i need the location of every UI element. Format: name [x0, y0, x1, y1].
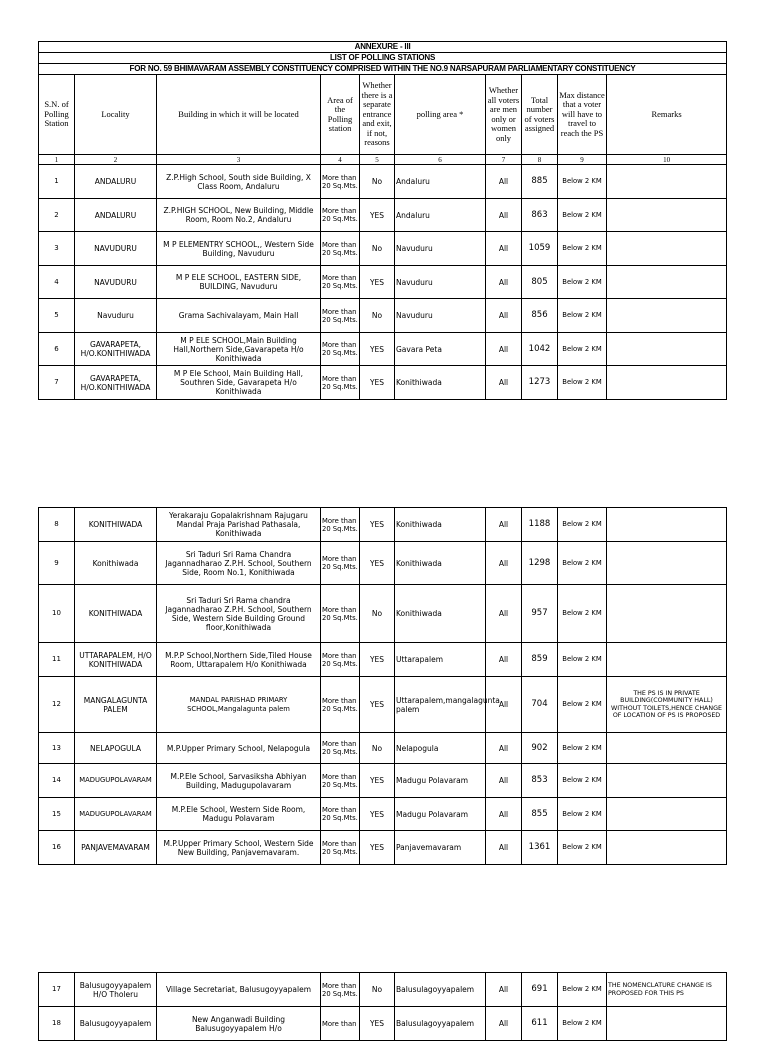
area-cell: More than 20 Sq.Mts.	[321, 542, 360, 585]
building-cell: M P ELE SCHOOL,Main Building Hall,Northern Side,Gavarapeta H/o Konithiwada	[157, 333, 321, 366]
table-row	[39, 199, 727, 232]
locality-cell: MANGALAGUNTA PALEM	[75, 677, 157, 733]
locality-cell: MADUGUPOLAVARAM	[75, 764, 157, 798]
distance-cell: Below 2 KM	[558, 266, 607, 299]
distance-cell: Below 2 KM	[558, 643, 607, 677]
total-cell: 1188	[522, 508, 558, 542]
table-row	[39, 542, 727, 585]
col-number: 3	[157, 155, 321, 165]
entrance-cell: YES	[360, 1007, 395, 1041]
voters-cell: All	[486, 1007, 522, 1041]
remarks-cell	[607, 542, 727, 585]
remarks-cell	[607, 764, 727, 798]
entrance-cell: No	[360, 165, 395, 199]
building-cell: M P ELEMENTRY SCHOOL,, Western Side Building, Navuduru	[157, 232, 321, 266]
voters-cell: All	[486, 643, 522, 677]
sn-cell: 13	[39, 733, 75, 764]
col-number: 9	[558, 155, 607, 165]
sn-cell: 5	[39, 299, 75, 333]
col-number: 6	[395, 155, 486, 165]
sn-cell: 18	[39, 1007, 75, 1041]
polling-area-cell: Gavara Peta	[395, 333, 486, 366]
remarks-cell	[607, 232, 727, 266]
table-row	[39, 508, 727, 542]
locality-cell: GAVARAPETA, H/O.KONITHIWADA	[75, 333, 157, 366]
remarks-cell	[607, 798, 727, 831]
area-cell: More than 20 Sq.Mts.	[321, 798, 360, 831]
table-row	[39, 366, 727, 400]
remarks-cell	[607, 831, 727, 865]
locality-cell: NELAPOGULA	[75, 733, 157, 764]
area-cell: More than 20 Sq.Mts.	[321, 366, 360, 400]
total-cell: 853	[522, 764, 558, 798]
entrance-cell: YES	[360, 643, 395, 677]
voters-cell: All	[486, 798, 522, 831]
table-row	[39, 643, 727, 677]
polling-area-cell: Navuduru	[395, 266, 486, 299]
building-cell: M.P.P School,Northern Side,Tiled House Room, Uttarapalem H/o Konithiwada	[157, 643, 321, 677]
entrance-cell: YES	[360, 764, 395, 798]
building-cell: Sri Taduri Sri Rama Chandra Jagannadharao Z.P.H. School, Southern Side, Room No.1, Konithiwada	[157, 542, 321, 585]
voters-cell: All	[486, 199, 522, 232]
polling-area-cell: Panjavemavaram	[395, 831, 486, 865]
voters-cell: All	[486, 508, 522, 542]
total-cell: 1059	[522, 232, 558, 266]
remarks-cell	[607, 733, 727, 764]
sn-cell: 6	[39, 333, 75, 366]
locality-cell: Konithiwada	[75, 542, 157, 585]
polling-area-cell: Balusulagoyyapalem	[395, 1007, 486, 1041]
sn-cell: 15	[39, 798, 75, 831]
area-cell: More than	[321, 1007, 360, 1041]
entrance-cell: YES	[360, 677, 395, 733]
voters-cell: All	[486, 831, 522, 865]
table-row	[39, 165, 727, 199]
remarks-cell	[607, 299, 727, 333]
total-cell: 885	[522, 165, 558, 199]
building-cell: Village Secretariat, Balusugoyyapalem	[157, 973, 321, 1007]
locality-cell: Balusugoyyapalem	[75, 1007, 157, 1041]
total-cell: 611	[522, 1007, 558, 1041]
voters-cell: All	[486, 677, 522, 733]
building-cell: Z.P.HIGH SCHOOL, New Building, Middle Room, Room No.2, Andaluru	[157, 199, 321, 232]
distance-cell: Below 2 KM	[558, 299, 607, 333]
total-cell: 704	[522, 677, 558, 733]
total-cell: 957	[522, 585, 558, 643]
polling-stations-table-3	[38, 972, 727, 1041]
polling-area-cell: Uttarapalem	[395, 643, 486, 677]
col-number: 8	[522, 155, 558, 165]
sn-cell: 2	[39, 199, 75, 232]
remarks-cell	[607, 585, 727, 643]
polling-area-cell: Navuduru	[395, 232, 486, 266]
area-cell: More than 20 Sq.Mts.	[321, 585, 360, 643]
col-header-area: Area of the Polling station	[321, 75, 360, 155]
building-cell: MANDAL PARISHAD PRIMARY SCHOOL,Mangalagunta palem	[157, 677, 321, 733]
entrance-cell: No	[360, 232, 395, 266]
locality-cell: PANJAVEMAVARAM	[75, 831, 157, 865]
area-cell: More than 20 Sq.Mts.	[321, 165, 360, 199]
polling-area-cell: Madugu Polavaram	[395, 798, 486, 831]
voters-cell: All	[486, 299, 522, 333]
col-number: 10	[607, 155, 727, 165]
table-row	[39, 733, 727, 764]
voters-cell: All	[486, 232, 522, 266]
total-cell: 1298	[522, 542, 558, 585]
table-row	[39, 232, 727, 266]
distance-cell: Below 2 KM	[558, 232, 607, 266]
locality-cell: ANDALURU	[75, 165, 157, 199]
building-cell: Z.P.High School, South side Building, X Class Room, Andaluru	[157, 165, 321, 199]
polling-area-cell: Balusulagoyyapalem	[395, 973, 486, 1007]
entrance-cell: YES	[360, 542, 395, 585]
col-number: 5	[360, 155, 395, 165]
annexure-title: ANNEXURE - III	[39, 42, 727, 53]
distance-cell: Below 2 KM	[558, 798, 607, 831]
constituency-title: FOR NO. 59 BHIMAVARAM ASSEMBLY CONSTITUENCY COMPRISED WITHIN THE NO.9 NARSAPURAM PARLIAMENTARY CONSTITUENCY	[39, 64, 727, 75]
polling-area-cell: Andaluru	[395, 199, 486, 232]
area-cell: More than 20 Sq.Mts.	[321, 266, 360, 299]
locality-cell: Navuduru	[75, 299, 157, 333]
entrance-cell: No	[360, 733, 395, 764]
total-cell: 1042	[522, 333, 558, 366]
area-cell: More than 20 Sq.Mts.	[321, 764, 360, 798]
distance-cell: Below 2 KM	[558, 1007, 607, 1041]
entrance-cell: YES	[360, 798, 395, 831]
area-cell: More than 20 Sq.Mts.	[321, 973, 360, 1007]
entrance-cell: No	[360, 585, 395, 643]
remarks-cell: THE PS IS IN PRIVATE BUILDING(COMMUNITY HALL) WITHOUT TOILETS,HENCE CHANGE OF LOCATION OF PS IS PROPOSED	[607, 677, 727, 733]
area-cell: More than 20 Sq.Mts.	[321, 232, 360, 266]
distance-cell: Below 2 KM	[558, 333, 607, 366]
building-cell: Sri Taduri Sri Rama chandra Jagannadharao Z.P.H. School, Southern Side, Western Side Building Ground floor,Konithiwada	[157, 585, 321, 643]
locality-cell: ANDALURU	[75, 199, 157, 232]
voters-cell: All	[486, 542, 522, 585]
sn-cell: 17	[39, 973, 75, 1007]
col-header-distance: Max distance that a voter will have to travel to reach the PS	[558, 75, 607, 155]
list-title: LIST OF POLLING STATIONS	[39, 53, 727, 64]
distance-cell: Below 2 KM	[558, 831, 607, 865]
building-cell: Grama Sachivalayam, Main Hall	[157, 299, 321, 333]
area-cell: More than 20 Sq.Mts.	[321, 733, 360, 764]
locality-cell: NAVUDURU	[75, 232, 157, 266]
locality-cell: GAVARAPETA, H/O.KONITHIWADA	[75, 366, 157, 400]
sn-cell: 4	[39, 266, 75, 299]
polling-area-cell: Nelapogula	[395, 733, 486, 764]
table-row	[39, 798, 727, 831]
remarks-cell	[607, 1007, 727, 1041]
locality-cell: Balusugoyyapalem H/O Tholeru	[75, 973, 157, 1007]
area-cell: More than 20 Sq.Mts.	[321, 831, 360, 865]
area-cell: More than 20 Sq.Mts.	[321, 677, 360, 733]
sn-cell: 9	[39, 542, 75, 585]
voters-cell: All	[486, 266, 522, 299]
voters-cell: All	[486, 733, 522, 764]
locality-cell: KONITHIWADA	[75, 508, 157, 542]
sn-cell: 7	[39, 366, 75, 400]
polling-area-cell: Konithiwada	[395, 366, 486, 400]
polling-area-cell: Uttarapalem,mangalagunta palem	[395, 677, 486, 733]
building-cell: M.P.Ele School, Sarvasiksha Abhiyan Building, Madugupolavaram	[157, 764, 321, 798]
remarks-cell	[607, 366, 727, 400]
total-cell: 691	[522, 973, 558, 1007]
locality-cell: NAVUDURU	[75, 266, 157, 299]
building-cell: M P Ele School, Main Building Hall, Southren Side, Gavarapeta H/o Konithiwada	[157, 366, 321, 400]
locality-cell: KONITHIWADA	[75, 585, 157, 643]
voters-cell: All	[486, 165, 522, 199]
remarks-cell	[607, 643, 727, 677]
remarks-cell	[607, 508, 727, 542]
distance-cell: Below 2 KM	[558, 366, 607, 400]
sn-cell: 1	[39, 165, 75, 199]
col-header-entrance: Whether there is a separate entrance and exit, if not, reasons	[360, 75, 395, 155]
area-cell: More than 20 Sq.Mts.	[321, 333, 360, 366]
area-cell: More than 20 Sq.Mts.	[321, 299, 360, 333]
table-row	[39, 677, 727, 733]
total-cell: 855	[522, 798, 558, 831]
table-row	[39, 1007, 727, 1041]
col-number: 2	[75, 155, 157, 165]
distance-cell: Below 2 KM	[558, 199, 607, 232]
sn-cell: 10	[39, 585, 75, 643]
remarks-cell	[607, 266, 727, 299]
polling-area-cell: Andaluru	[395, 165, 486, 199]
distance-cell: Below 2 KM	[558, 508, 607, 542]
voters-cell: All	[486, 973, 522, 1007]
polling-area-cell: Madugu Polavaram	[395, 764, 486, 798]
total-cell: 859	[522, 643, 558, 677]
col-header-building: Building in which it will be located	[157, 75, 321, 155]
building-cell: M.P.Upper Primary School, Western Side New Building, Panjavemavaram.	[157, 831, 321, 865]
voters-cell: All	[486, 333, 522, 366]
col-header-voters: Whether all voters are men only or women only	[486, 75, 522, 155]
col-header-polling-area: polling area *	[395, 75, 486, 155]
sn-cell: 3	[39, 232, 75, 266]
entrance-cell: YES	[360, 831, 395, 865]
polling-area-cell: Konithiwada	[395, 585, 486, 643]
polling-area-cell: Navuduru	[395, 299, 486, 333]
col-header-total: Total number of voters assigned	[522, 75, 558, 155]
total-cell: 1273	[522, 366, 558, 400]
building-cell: M P ELE SCHOOL, EASTERN SIDE, BUILDING, Navuduru	[157, 266, 321, 299]
voters-cell: All	[486, 585, 522, 643]
building-cell: M.P.Ele School, Western Side Room, Madugu Polavaram	[157, 798, 321, 831]
sn-cell: 12	[39, 677, 75, 733]
table-row	[39, 266, 727, 299]
distance-cell: Below 2 KM	[558, 165, 607, 199]
area-cell: More than 20 Sq.Mts.	[321, 508, 360, 542]
col-header-sn: S.N. of Polling Station	[39, 75, 75, 155]
table-row	[39, 585, 727, 643]
distance-cell: Below 2 KM	[558, 733, 607, 764]
entrance-cell: YES	[360, 199, 395, 232]
col-number: 7	[486, 155, 522, 165]
area-cell: More than 20 Sq.Mts.	[321, 643, 360, 677]
table-row	[39, 831, 727, 865]
table-row	[39, 764, 727, 798]
sn-cell: 8	[39, 508, 75, 542]
locality-cell: UTTARAPALEM, H/O KONITHIWADA	[75, 643, 157, 677]
polling-area-cell: Konithiwada	[395, 542, 486, 585]
distance-cell: Below 2 KM	[558, 764, 607, 798]
table-row	[39, 299, 727, 333]
col-number: 4	[321, 155, 360, 165]
col-header-remarks: Remarks	[607, 75, 727, 155]
entrance-cell: YES	[360, 333, 395, 366]
entrance-cell: YES	[360, 266, 395, 299]
table-row	[39, 333, 727, 366]
total-cell: 863	[522, 199, 558, 232]
sn-cell: 14	[39, 764, 75, 798]
remarks-cell: THE NOMENCLATURE CHANGE IS PROPOSED FOR THIS PS	[607, 973, 727, 1007]
total-cell: 856	[522, 299, 558, 333]
distance-cell: Below 2 KM	[558, 973, 607, 1007]
entrance-cell: No	[360, 299, 395, 333]
entrance-cell: No	[360, 973, 395, 1007]
remarks-cell	[607, 199, 727, 232]
building-cell: New Anganwadi Building Balusugoyyapalem H/o	[157, 1007, 321, 1041]
total-cell: 902	[522, 733, 558, 764]
polling-area-cell: Konithiwada	[395, 508, 486, 542]
col-number: 1	[39, 155, 75, 165]
voters-cell: All	[486, 764, 522, 798]
distance-cell: Below 2 KM	[558, 542, 607, 585]
building-cell: Yerakaraju Gopalakrishnam Rajugaru Mandal Praja Parishad Pathasala, Konithiwada	[157, 508, 321, 542]
distance-cell: Below 2 KM	[558, 585, 607, 643]
remarks-cell	[607, 333, 727, 366]
voters-cell: All	[486, 366, 522, 400]
entrance-cell: YES	[360, 508, 395, 542]
total-cell: 1361	[522, 831, 558, 865]
sn-cell: 16	[39, 831, 75, 865]
remarks-cell	[607, 165, 727, 199]
polling-stations-table-2	[38, 507, 727, 865]
entrance-cell: YES	[360, 366, 395, 400]
col-header-locality: Locality	[75, 75, 157, 155]
locality-cell: MADUGUPOLAVARAM	[75, 798, 157, 831]
table-row	[39, 973, 727, 1007]
area-cell: More than 20 Sq.Mts.	[321, 199, 360, 232]
sn-cell: 11	[39, 643, 75, 677]
total-cell: 805	[522, 266, 558, 299]
building-cell: M.P.Upper Primary School, Nelapogula	[157, 733, 321, 764]
distance-cell: Below 2 KM	[558, 677, 607, 733]
polling-stations-table-1	[38, 41, 727, 400]
